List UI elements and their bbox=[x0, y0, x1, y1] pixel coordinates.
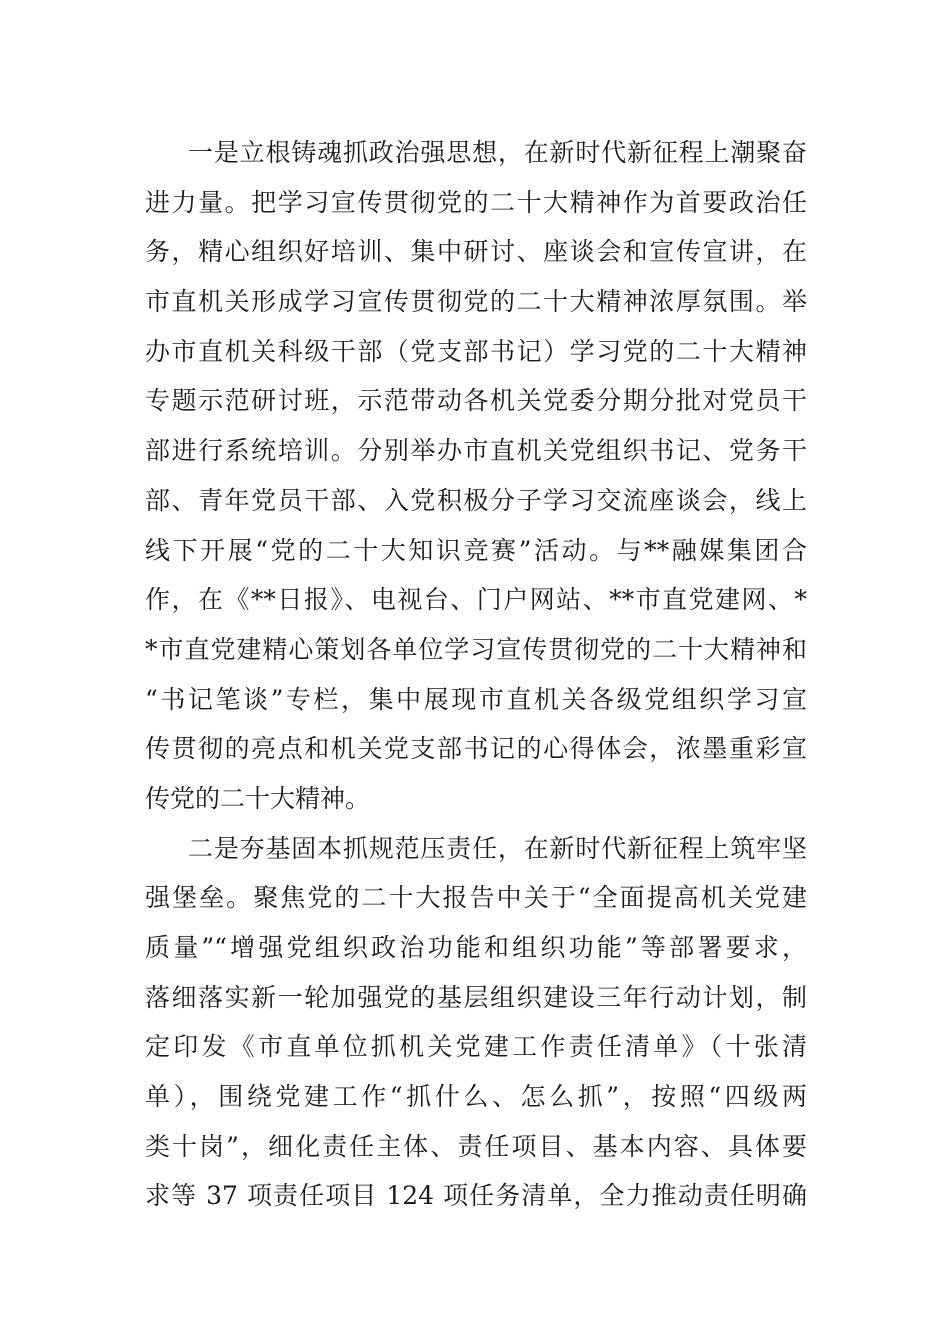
text-line: 务，精心组织好培训、集中研讨、座谈会和宣传宣讲，在 bbox=[145, 237, 807, 267]
text-line: *市直党建精心策划各单位学习宣传贯彻党的二十大精神和 bbox=[145, 634, 807, 664]
text-line: 落细落实新一轮加强党的基层组织建设三年行动计划，制 bbox=[145, 982, 807, 1012]
text-line: 传贯彻的亮点和机关党支部书记的心得体会，浓墨重彩宣 bbox=[145, 734, 807, 764]
text-line: 质量”“增强党组织政治功能和组织功能”等部署要求， bbox=[145, 933, 807, 962]
text-line: 单），围绕党建工作“抓什么、怎么抓”，按照“四级两 bbox=[145, 1082, 807, 1112]
text-line: 线下开展“党的二十大知识竞赛”活动。与**融媒集团合 bbox=[145, 535, 807, 565]
text-line: 部进行系统培训。分别举办市直机关党组织书记、党务干 bbox=[145, 436, 807, 466]
text-line: “书记笔谈”专栏，集中展现市直机关各级党组织学习宣 bbox=[145, 684, 807, 714]
text-line: 一是立根铸魂抓政治强思想，在新时代新征程上潮聚奋 bbox=[188, 138, 807, 167]
text-line: 市直机关形成学习宣传贯彻党的二十大精神浓厚氛围。举 bbox=[145, 287, 807, 317]
text-line: 二是夯基固本抓规范压责任，在新时代新征程上筑牢坚 bbox=[188, 833, 807, 863]
text-line: 类十岗”，细化责任主体、责任项目、基本内容、具体要 bbox=[145, 1131, 807, 1161]
text-line: 进力量。把学习宣传贯彻党的二十大精神作为首要政治任 bbox=[145, 187, 807, 217]
document-body bbox=[145, 128, 807, 1221]
text-line: 定印发《市直单位抓机关党建工作责任清单》（十张清 bbox=[145, 1032, 807, 1062]
text-line: 专题示范研讨班，示范带动各机关党委分期分批对党员干 bbox=[145, 386, 807, 416]
text-line: 强堡垒。聚焦党的二十大报告中关于“全面提高机关党建 bbox=[145, 883, 807, 913]
text-line: 传党的二十大精神。 bbox=[145, 783, 371, 813]
text-line: 求等 37 项责任项目 124 项任务清单，全力推动责任明确 bbox=[145, 1181, 807, 1211]
text-line: 部、青年党员干部、入党积极分子学习交流座谈会，线上 bbox=[145, 485, 807, 515]
paragraph-1 bbox=[145, 128, 807, 824]
paragraph-2 bbox=[145, 824, 807, 1222]
text-line: 办市直机关科级干部（党支部书记）学习党的二十大精神 bbox=[145, 336, 807, 366]
text-line: 作，在《**日报》、电视台、门户网站、**市直党建网、* bbox=[145, 585, 807, 615]
